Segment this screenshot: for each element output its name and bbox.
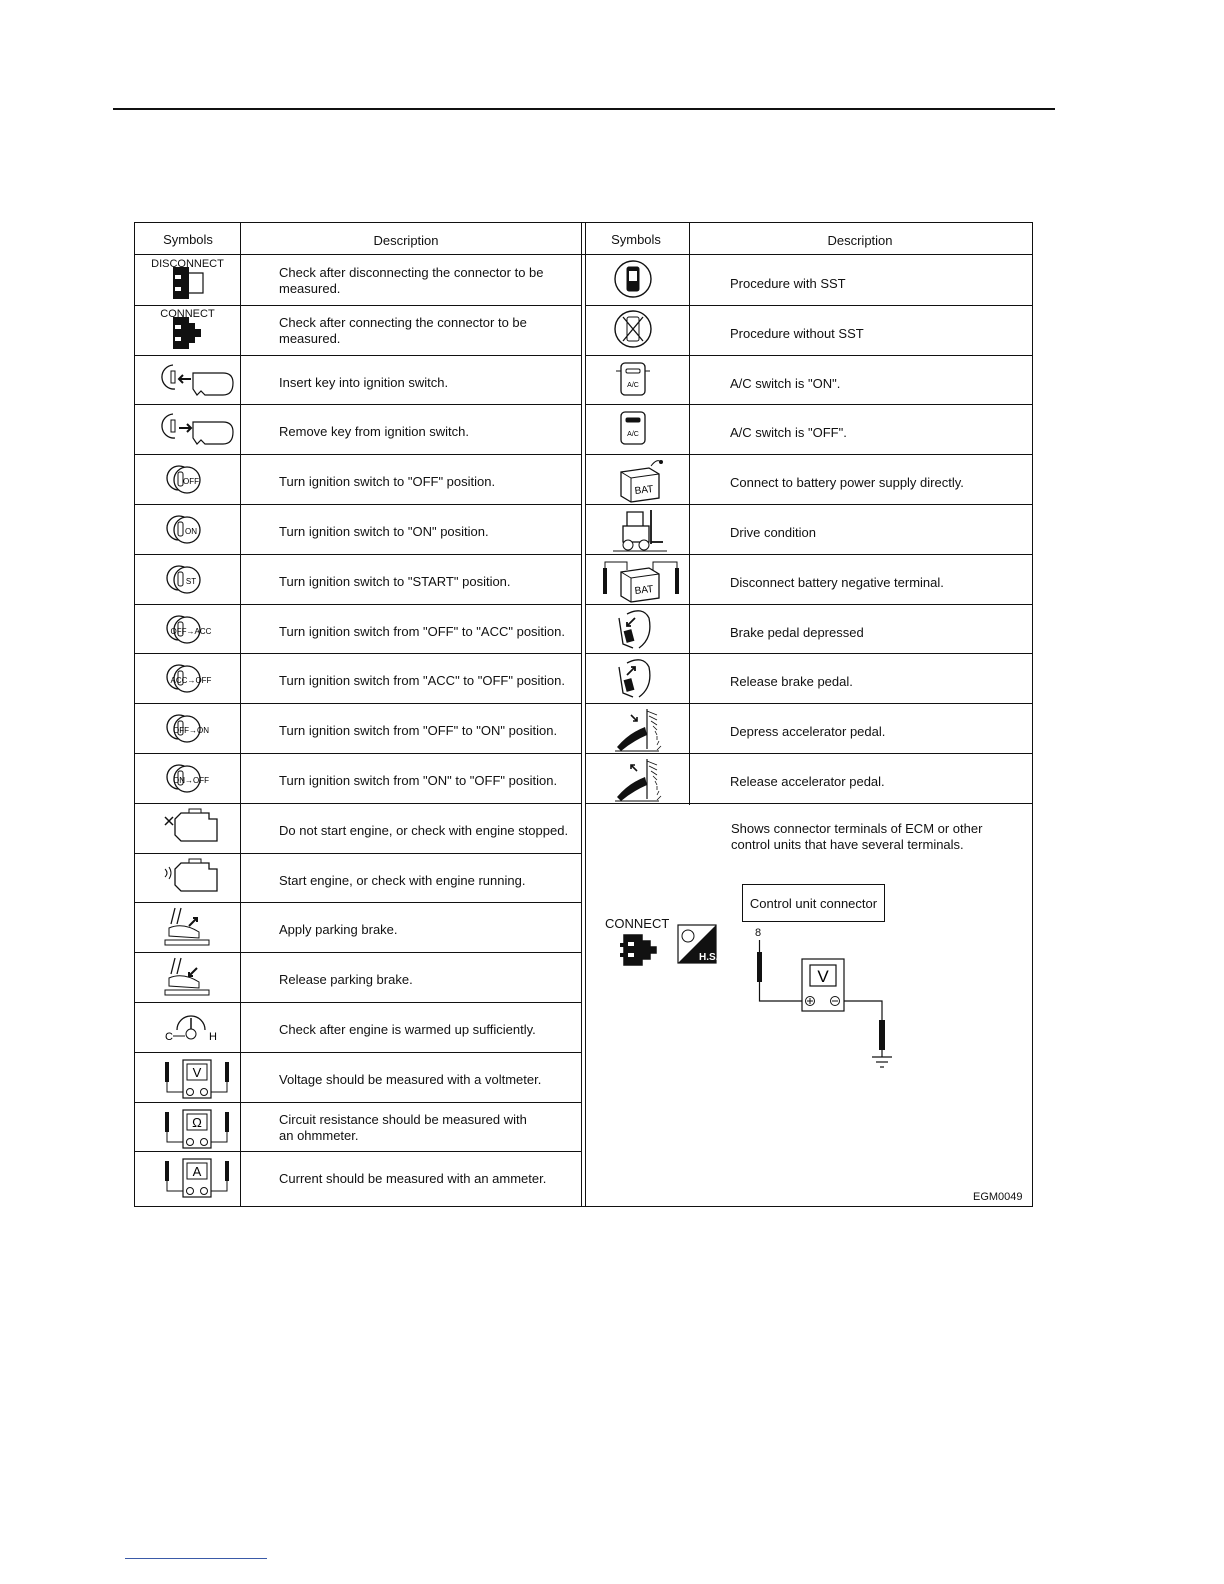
brake-pedal-depressed-icon [603, 606, 673, 652]
right-row-symbol [586, 556, 689, 602]
svg-text:ACC→OFF: ACC→OFF [170, 676, 211, 686]
header-right-symbols: Symbols [611, 232, 661, 247]
left-row-description: Turn ignition switch to "START" position. [279, 573, 511, 589]
voltmeter-icon [153, 1054, 223, 1100]
left-row-symbol [135, 406, 240, 452]
diagram-connect-label: CONNECT [605, 916, 670, 931]
left-row-description: Remove key from ignition switch. [279, 424, 470, 440]
right-row-symbol [586, 406, 689, 452]
right-row-rule [586, 504, 1033, 505]
col-divider-right [689, 222, 690, 805]
left-row-description: Turn ignition switch from "ACC" to "OFF" position. [279, 673, 566, 689]
ignition-acc-off-icon [153, 655, 223, 701]
left-row-rule [134, 952, 582, 953]
svg-text:BAT: BAT [633, 484, 654, 498]
left-row-rule [134, 305, 582, 306]
right-table-bottom-rule [586, 803, 1033, 804]
top-rule [113, 108, 1055, 110]
ammeter-icon [153, 1153, 223, 1199]
ac-switch-on-icon [603, 357, 673, 403]
left-row-symbol [135, 1054, 240, 1100]
left-row-description: Check after disconnecting the connector to be measured. [279, 265, 544, 296]
left-row-description: Start engine, or check with engine running. [279, 872, 526, 888]
right-row-symbol [586, 456, 689, 502]
left-row-description: Circuit resistance should be measured with an ohmmeter. [279, 1111, 527, 1143]
left-row-description: Turn ignition switch from "OFF" to "ON" position. [279, 723, 558, 739]
right-row-rule [586, 305, 1033, 306]
right-row-rule [586, 554, 1033, 555]
left-row-rule [134, 1002, 582, 1003]
left-row-symbol [135, 265, 240, 303]
left-row-symbol [135, 1153, 240, 1199]
right-row-symbol [586, 307, 689, 353]
terminal-number: 8 [755, 927, 762, 939]
left-row-description: Turn ignition switch from "OFF" to "ACC" position. [279, 623, 566, 639]
svg-text:H: H [208, 1030, 217, 1043]
left-row-rule [134, 1151, 582, 1152]
left-row-description: Check after engine is warmed up sufficiently. [279, 1022, 536, 1037]
figure-id: EGM0049 [973, 1191, 1023, 1203]
left-row-rule [134, 853, 582, 854]
svg-text:BAT: BAT [633, 583, 654, 597]
left-row-symbol [135, 805, 240, 851]
right-row-rule [586, 703, 1033, 704]
forklift-icon [603, 506, 673, 552]
left-row-rule [134, 653, 582, 654]
left-row-description: Current should be measured with an ammeter. [279, 1171, 547, 1187]
svg-text:V: V [192, 1064, 201, 1080]
engine-stopped-icon [153, 805, 223, 851]
battery-connect-icon [603, 456, 673, 502]
right-row-rule [586, 355, 1033, 356]
left-row-description: Turn ignition switch to "ON" position. [279, 524, 489, 539]
left-row-description: Apply parking brake. [279, 922, 398, 938]
left-row-description: Do not start engine, or check with engine stopped. [279, 822, 569, 838]
right-row-description: Release brake pedal. [730, 674, 853, 690]
left-row-symbol [135, 1004, 240, 1050]
connector-state-label: CONNECT [160, 307, 215, 320]
right-row-description: Release accelerator pedal. [730, 774, 885, 789]
right-row-rule [586, 653, 1033, 654]
ignition-on-off-icon [153, 755, 223, 801]
svg-text:Ω: Ω [191, 1114, 202, 1130]
svg-text:A/C: A/C [626, 431, 639, 439]
left-row-symbol [135, 556, 240, 602]
svg-text:ON→OFF: ON→OFF [172, 775, 209, 785]
hs-label: H.S. [699, 952, 719, 963]
left-row-rule [134, 902, 582, 903]
accelerator-release-icon [603, 755, 673, 801]
hs-probe-icon [677, 924, 717, 964]
right-row-symbol [586, 705, 689, 751]
svg-text:OFF→ACC: OFF→ACC [170, 626, 211, 636]
circuit-meter-label: V [817, 967, 829, 986]
remove-key-icon [153, 406, 223, 452]
control-unit-connector-label: Control unit connector [749, 895, 878, 911]
left-row-symbol [135, 855, 240, 901]
right-row-rule [586, 753, 1033, 754]
left-row-rule [134, 803, 582, 804]
left-row-description: Release parking brake. [279, 972, 413, 988]
diagram-connect-icon [618, 933, 662, 967]
ohmmeter-icon [153, 1104, 223, 1150]
left-row-symbol [135, 357, 240, 403]
ignition-off-on-icon [153, 705, 223, 751]
left-row-symbol [135, 506, 240, 552]
ignition-start-icon [153, 556, 223, 602]
right-row-symbol [586, 506, 689, 552]
left-row-rule [134, 753, 582, 754]
left-row-rule [134, 1102, 582, 1103]
release-parking-brake-icon [153, 954, 223, 1000]
apply-parking-brake-icon [153, 904, 223, 950]
left-row-rule [134, 404, 582, 405]
control-unit-connector-box [742, 884, 885, 922]
left-row-description: Insert key into ignition switch. [279, 374, 449, 390]
header-right-description: Description [827, 233, 893, 248]
svg-text:C: C [164, 1030, 173, 1043]
right-row-symbol [586, 357, 689, 403]
svg-text:OFF: OFF [182, 477, 199, 487]
right-row-description: Connect to battery power supply directly. [730, 475, 964, 491]
accelerator-depress-icon [603, 705, 673, 751]
ignition-off-acc-icon [153, 606, 223, 652]
left-row-symbol [135, 705, 240, 751]
left-row-symbol [135, 606, 240, 652]
left-row-rule [134, 703, 582, 704]
right-row-description: Disconnect battery negative terminal. [730, 574, 944, 590]
svg-text:OFF→ON: OFF→ON [172, 726, 209, 736]
voltmeter-circuit-diagram [740, 940, 910, 1080]
left-row-description: Voltage should be measured with a voltmeter. [279, 1071, 542, 1087]
engine-running-icon [153, 855, 223, 901]
left-row-description: Turn ignition switch to "OFF" position. [279, 474, 496, 490]
header-left-symbols: Symbols [163, 232, 213, 247]
right-row-rule [586, 604, 1033, 605]
right-row-description: Depress accelerator pedal. [730, 724, 886, 740]
svg-text:A/C: A/C [626, 381, 639, 389]
left-row-symbol [135, 954, 240, 1000]
ignition-off-icon [153, 456, 223, 502]
right-row-description: Brake pedal depressed [730, 624, 864, 640]
battery-disconnect-icon [603, 556, 673, 602]
left-row-symbol [135, 315, 240, 353]
ignition-on-icon [153, 506, 223, 552]
right-row-description: A/C switch is "OFF". [730, 425, 847, 441]
right-row-symbol [586, 257, 689, 303]
diagram-caption: Shows connector terminals of ECM or other control units that have several terminals. [731, 821, 983, 852]
procedure-without-sst-icon [603, 307, 673, 353]
left-row-rule [134, 454, 582, 455]
temperature-gauge-icon [153, 1004, 223, 1050]
left-row-rule [134, 504, 582, 505]
left-row-symbol [135, 456, 240, 502]
left-row-rule [134, 554, 582, 555]
brake-pedal-release-icon [603, 655, 673, 701]
svg-text:A: A [192, 1164, 201, 1180]
left-row-symbol [135, 1104, 240, 1150]
insert-key-icon [153, 357, 223, 403]
header-rule [134, 254, 1033, 255]
right-row-description: Procedure without SST [730, 325, 864, 341]
left-row-symbol [135, 655, 240, 701]
right-row-rule [586, 454, 1033, 455]
left-row-rule [134, 604, 582, 605]
svg-text:ST: ST [185, 576, 196, 586]
left-row-symbol [135, 904, 240, 950]
right-row-rule [586, 404, 1033, 405]
right-row-description: Drive condition [730, 525, 816, 540]
left-row-symbol [135, 755, 240, 801]
procedure-with-sst-icon [603, 257, 673, 303]
right-row-symbol [586, 606, 689, 652]
ac-switch-off-icon [603, 406, 673, 452]
svg-text:ON: ON [184, 526, 197, 536]
left-row-description: Turn ignition switch from "ON" to "OFF" position. [279, 773, 558, 788]
col-divider-left [240, 222, 241, 1207]
footer-rule [125, 1558, 267, 1559]
left-row-rule [134, 355, 582, 356]
right-row-description: A/C switch is "ON". [730, 375, 841, 391]
right-row-symbol [586, 655, 689, 701]
header-left-description: Description [373, 233, 439, 248]
connector-state-label: DISCONNECT [151, 258, 224, 270]
left-row-description: Check after connecting the connector to be measured. [279, 314, 527, 346]
col-divider-middle-a [581, 222, 582, 1207]
right-row-description: Procedure with SST [730, 276, 846, 291]
left-row-rule [134, 1052, 582, 1053]
right-row-symbol [586, 755, 689, 801]
